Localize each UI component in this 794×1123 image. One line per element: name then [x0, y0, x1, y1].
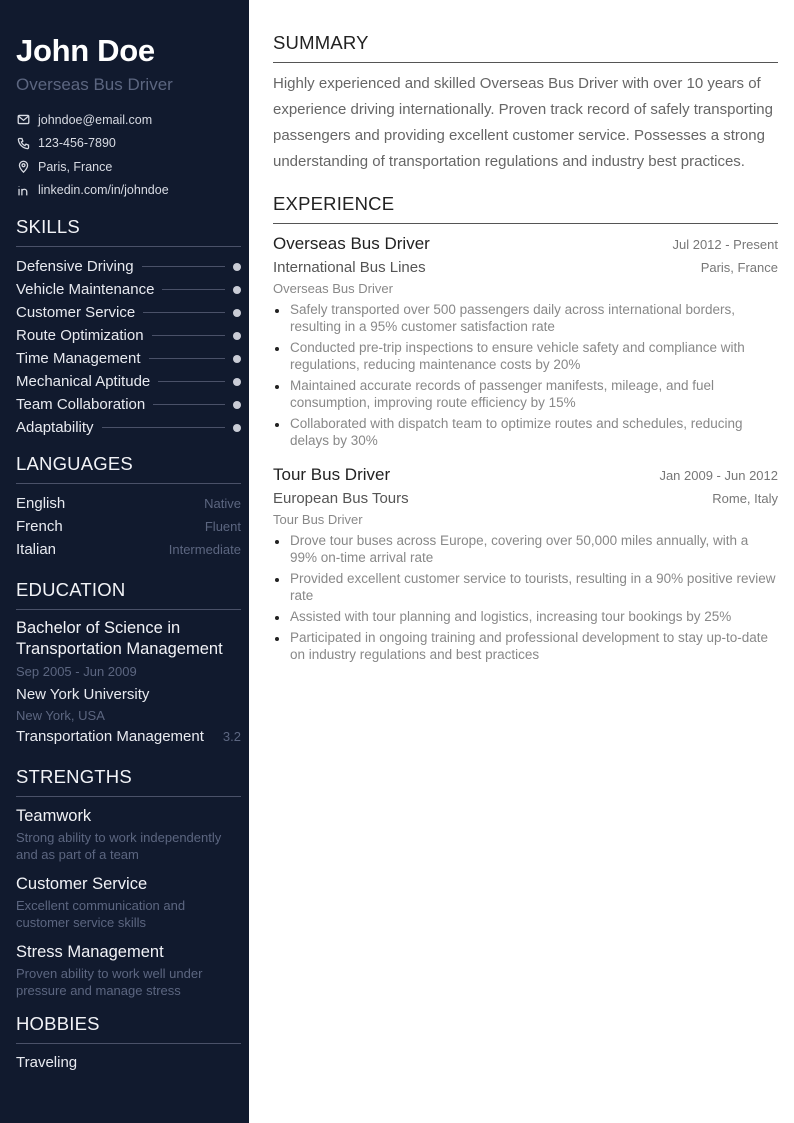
language-level: Native: [204, 496, 241, 511]
strength-name: Stress Management: [16, 943, 164, 961]
strength-name: Customer Service: [16, 875, 148, 893]
skill-dot: [233, 378, 241, 386]
skills-heading: SKILLS: [16, 216, 241, 247]
contact-phone-text: 123-456-7890: [38, 136, 116, 151]
summary-heading: SUMMARY: [273, 32, 778, 63]
language-item: [16, 515, 241, 538]
skill-dot: [233, 401, 241, 409]
skill-label: Vehicle Maintenance: [16, 281, 155, 298]
education-heading: EDUCATION: [16, 579, 241, 610]
education-entry: [16, 618, 241, 748]
sidebar: [0, 0, 249, 1123]
email-icon: [16, 113, 30, 127]
job-bullet: Participated in ongoing training and professional development to stay up-to-date on industry regulations and best practices: [273, 629, 778, 663]
strength-item: [16, 941, 241, 999]
job-role: Tour Bus Driver: [273, 512, 363, 527]
hobbies-list: [16, 1052, 241, 1074]
job-location: Paris, France: [700, 260, 778, 275]
skill-label: Team Collaboration: [16, 396, 146, 413]
language-level: Intermediate: [168, 542, 241, 557]
language-name: English: [16, 495, 66, 512]
phone-icon: [16, 136, 30, 150]
skill-dot: [233, 424, 241, 432]
skill-item: [16, 370, 241, 393]
job-company: International Bus Lines: [273, 259, 426, 276]
strength-name: Teamwork: [16, 807, 92, 825]
skill-dot: [233, 286, 241, 294]
education-dates: Sep 2005 - Jun 2009: [16, 664, 137, 679]
skill-label: Customer Service: [16, 304, 136, 321]
person-name: John Doe: [16, 33, 155, 68]
education-degree: Bachelor of Science in Transportation Management: [16, 619, 223, 658]
location-icon: [16, 160, 30, 174]
skill-item: [16, 255, 241, 278]
job-bullet: Drove tour buses across Europe, covering over 50,000 miles annually, with a 99% on-time arrival rate: [273, 532, 778, 566]
skill-item: [16, 301, 241, 324]
job-dates: Jul 2012 - Present: [672, 237, 778, 252]
language-item: [16, 492, 241, 515]
contact-email[interactable]: [16, 108, 241, 132]
strengths-heading: STRENGTHS: [16, 766, 241, 797]
contact-list: [16, 108, 241, 202]
job-bullet: Collaborated with dispatch team to optimize routes and schedules, reducing delays by 30%: [273, 415, 778, 449]
hobbies-heading: HOBBIES: [16, 1013, 241, 1044]
skill-divider: [142, 266, 225, 267]
skill-item: [16, 278, 241, 301]
job-bullet: Conducted pre-trip inspections to ensure vehicle safety and compliance with regulations, reducing maintenance costs by 20%: [273, 339, 778, 373]
job-bullets: [273, 532, 778, 663]
job-company: European Bus Tours: [273, 490, 409, 507]
skill-item: [16, 393, 241, 416]
skill-label: Adaptability: [16, 419, 94, 436]
skill-divider: [152, 335, 225, 336]
strength-desc: Excellent communication and customer service skills: [16, 898, 186, 930]
skill-divider: [162, 289, 225, 290]
skill-dot: [233, 355, 241, 363]
education-field: Transportation Management: [16, 728, 204, 745]
education-school: New York University: [16, 686, 150, 703]
skill-item: [16, 324, 241, 347]
strength-item: [16, 805, 241, 863]
contact-linkedin[interactable]: [16, 179, 241, 203]
strength-item: [16, 873, 241, 931]
main-content: [273, 32, 778, 667]
skill-divider: [149, 358, 226, 359]
languages-list: [16, 492, 241, 561]
contact-location-text: Paris, France: [38, 159, 113, 174]
skill-divider: [143, 312, 225, 313]
person-title: Overseas Bus Driver: [16, 75, 173, 94]
job-bullet: Safely transported over 500 passengers daily across international borders, resulting in a 95% customer satisfaction rate: [273, 301, 778, 335]
job-bullets: [273, 301, 778, 449]
job-role: Overseas Bus Driver: [273, 281, 393, 296]
skill-dot: [233, 332, 241, 340]
education-location: New York, USA: [16, 708, 105, 723]
skill-dot: [233, 309, 241, 317]
summary-text: Highly experienced and skilled Overseas Bus Driver with over 10 years of experience driving internationally. Proven track record of safely transporting passengers and providing excellent customer service. Possesses a strong understanding of transportation regulations and industry best practices.: [273, 75, 773, 170]
job-title: Overseas Bus Driver: [273, 234, 430, 253]
contact-linkedin-text: linkedin.com/in/johndoe: [38, 183, 169, 198]
skill-item: [16, 416, 241, 439]
experience-heading: EXPERIENCE: [273, 193, 778, 224]
skills-list: [16, 255, 241, 439]
language-item: [16, 538, 241, 561]
strength-desc: Proven ability to work well under pressure and manage stress: [16, 966, 203, 998]
skill-label: Time Management: [16, 350, 141, 367]
skill-item: [16, 347, 241, 370]
strength-desc: Strong ability to work independently and as part of a team: [16, 830, 222, 862]
skill-divider: [158, 381, 225, 382]
job-title: Tour Bus Driver: [273, 465, 391, 484]
job-entry: [273, 463, 778, 663]
strengths-list: [16, 805, 241, 999]
job-location: Rome, Italy: [712, 491, 778, 506]
linkedin-icon: [16, 183, 30, 197]
contact-email-text: johndoe@email.com: [38, 112, 153, 127]
skill-label: Route Optimization: [16, 327, 144, 344]
skill-dot: [233, 263, 241, 271]
job-bullet: Provided excellent customer service to tourists, resulting in a 90% positive review rate: [273, 570, 778, 604]
skill-divider: [153, 404, 225, 405]
contact-location: [16, 155, 241, 179]
job-entry: [273, 232, 778, 449]
skill-label: Mechanical Aptitude: [16, 373, 151, 390]
job-bullet: Assisted with tour planning and logistics, increasing tour bookings by 25%: [273, 608, 778, 625]
language-name: French: [16, 518, 63, 535]
language-name: Italian: [16, 541, 57, 558]
contact-phone[interactable]: [16, 132, 241, 156]
language-level: Fluent: [204, 519, 241, 534]
job-dates: Jan 2009 - Jun 2012: [659, 468, 778, 483]
job-bullet: Maintained accurate records of passenger manifests, mileage, and fuel consumption, improving route efficiency by 15%: [273, 377, 778, 411]
languages-heading: LANGUAGES: [16, 453, 241, 484]
education-field-row: [16, 726, 241, 748]
education-gpa: 3.2: [222, 729, 241, 744]
skill-divider: [102, 427, 225, 428]
skill-label: Defensive Driving: [16, 258, 134, 275]
hobby-item: Traveling: [16, 1054, 78, 1071]
